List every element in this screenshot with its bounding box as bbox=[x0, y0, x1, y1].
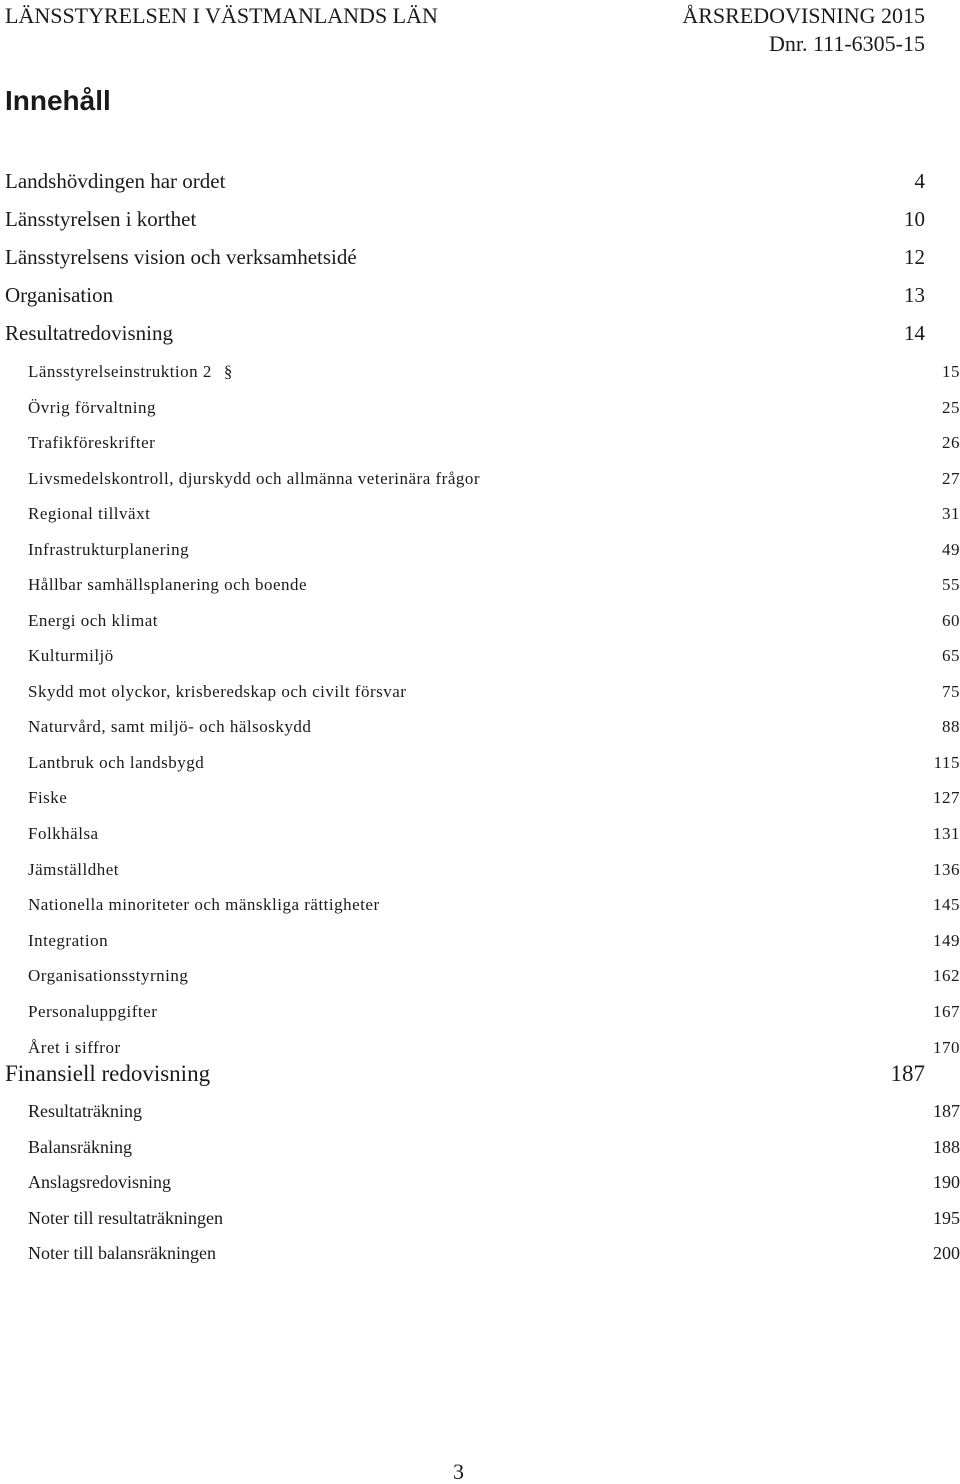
toc-subentry-label: Övrig förvaltning bbox=[28, 398, 156, 417]
toc-subentry[interactable] bbox=[0, 469, 960, 489]
header-organization: LÄNSSTYRELSEN I VÄSTMANLANDS LÄN bbox=[5, 3, 438, 28]
toc-subentry[interactable] bbox=[0, 788, 960, 808]
toc-subentry[interactable] bbox=[0, 504, 960, 524]
toc-subentry-label: Jämställdhet bbox=[28, 860, 119, 879]
toc-subentry[interactable] bbox=[0, 966, 960, 986]
toc-subentry-label: Lantbruk och landsbygd bbox=[28, 753, 205, 772]
toc-entry[interactable] bbox=[0, 283, 960, 307]
toc-subentry-label: Livsmedelskontroll, djurskydd och allmänna veterinära frågor bbox=[28, 469, 481, 488]
toc-subentry-page: 15 bbox=[942, 362, 960, 381]
toc-entry-label: Resultatredovisning bbox=[5, 321, 173, 345]
toc-subentry-page: 190 bbox=[933, 1172, 960, 1192]
toc-entry-page: 10 bbox=[904, 207, 925, 231]
toc-subentry-label: Balansräkning bbox=[28, 1137, 132, 1157]
toc-subentry-page: 127 bbox=[933, 788, 960, 807]
toc-subentry-label: Noter till balansräkningen bbox=[28, 1243, 216, 1263]
toc-entry[interactable] bbox=[0, 207, 960, 231]
section-sign: § bbox=[223, 362, 233, 381]
toc-subentry-label: Folkhälsa bbox=[28, 824, 99, 843]
toc-subentry-page: 55 bbox=[942, 575, 960, 594]
toc-subentry-page: 149 bbox=[933, 931, 960, 950]
toc-subentry-label: Organisationsstyrning bbox=[28, 966, 189, 985]
toc-subentry-label: Hållbar samhällsplanering och boende bbox=[28, 575, 308, 594]
toc-subentry-page: 188 bbox=[933, 1137, 960, 1157]
toc-subentry-page: 167 bbox=[933, 1002, 960, 1021]
toc-subentry-label: Nationella minoriteter och mänskliga rättigheter bbox=[28, 895, 380, 914]
toc-subentry[interactable] bbox=[0, 1137, 960, 1157]
toc-subentry-page: 200 bbox=[933, 1243, 960, 1263]
toc-entry-page: 14 bbox=[904, 321, 925, 345]
toc-subentry[interactable] bbox=[0, 682, 960, 702]
toc-subentry-page: 162 bbox=[933, 966, 960, 985]
toc-entry-label: Finansiell redovisning bbox=[5, 1061, 211, 1086]
toc-subentry[interactable] bbox=[0, 1002, 960, 1022]
toc-entry-label: Länsstyrelsen i korthet bbox=[5, 207, 197, 231]
toc-subentry[interactable] bbox=[0, 931, 960, 951]
toc-entry-financial[interactable] bbox=[0, 1061, 960, 1087]
toc-subentry[interactable] bbox=[0, 398, 960, 418]
toc-subentry[interactable] bbox=[0, 1243, 960, 1263]
toc-subentry[interactable] bbox=[0, 895, 960, 915]
toc-subentry-page: 26 bbox=[942, 433, 960, 452]
toc-entry[interactable] bbox=[0, 169, 960, 193]
toc-subentry[interactable] bbox=[0, 753, 960, 773]
toc-subentry-page: 131 bbox=[933, 824, 960, 843]
toc-subentry-label: Energi och klimat bbox=[28, 611, 158, 630]
toc-subentry-label: Resultaträkning bbox=[28, 1101, 142, 1121]
toc-subentry-page: 195 bbox=[933, 1208, 960, 1228]
toc-subentry-label bbox=[28, 362, 233, 382]
toc-entry[interactable] bbox=[0, 245, 960, 269]
toc-subentry-page: 49 bbox=[942, 540, 960, 559]
toc-subentry-page: 25 bbox=[942, 398, 960, 417]
toc-subentry-label: Trafikföreskrifter bbox=[28, 433, 156, 452]
toc-subentry[interactable] bbox=[0, 1172, 960, 1192]
toc-entry-label: Landshövdingen har ordet bbox=[5, 169, 226, 193]
toc-subentry-page: 60 bbox=[942, 611, 960, 630]
toc-subentry-label: Infrastrukturplanering bbox=[28, 540, 190, 559]
toc-entry[interactable] bbox=[0, 321, 960, 345]
toc-subentry[interactable] bbox=[0, 717, 960, 737]
toc-subentry-label: Regional tillväxt bbox=[28, 504, 151, 523]
toc-subentry[interactable] bbox=[0, 824, 960, 844]
toc-subentry-page: 88 bbox=[942, 717, 960, 736]
toc-subentry-label: Personaluppgifter bbox=[28, 1002, 158, 1021]
toc-subentry-label: Anslagsredovisning bbox=[28, 1172, 171, 1192]
toc-entry-page: 4 bbox=[914, 169, 925, 193]
toc-subentry-label-text: Länsstyrelseinstruktion 2 bbox=[28, 362, 212, 381]
toc-subentry[interactable] bbox=[0, 1038, 960, 1058]
toc-subentry-page: 187 bbox=[933, 1101, 960, 1121]
toc-subentry-label: Naturvård, samt miljö- och hälsoskydd bbox=[28, 717, 312, 736]
toc-subentry[interactable] bbox=[0, 646, 960, 666]
toc-subentry[interactable] bbox=[0, 611, 960, 631]
toc-subentry-page: 170 bbox=[933, 1038, 960, 1057]
toc-subentry-page: 75 bbox=[942, 682, 960, 701]
toc-subentry-label: Kulturmiljö bbox=[28, 646, 114, 665]
toc-subentry[interactable] bbox=[0, 575, 960, 595]
toc-subentry[interactable] bbox=[0, 433, 960, 453]
toc-entry-page: 13 bbox=[904, 283, 925, 307]
toc-subentry-label: Året i siffror bbox=[28, 1038, 121, 1057]
toc-subentry[interactable] bbox=[0, 540, 960, 560]
toc-subentry[interactable] bbox=[0, 362, 960, 382]
toc-subentry-page: 31 bbox=[942, 504, 960, 523]
toc-subentry-page: 115 bbox=[933, 753, 960, 772]
toc-subentry[interactable] bbox=[0, 860, 960, 880]
toc-subentry-page: 136 bbox=[933, 860, 960, 879]
toc-entry-page: 187 bbox=[890, 1061, 925, 1086]
toc-subentry-label: Noter till resultaträkningen bbox=[28, 1208, 223, 1228]
toc-subentry-page: 145 bbox=[933, 895, 960, 914]
toc-subentry[interactable] bbox=[0, 1101, 960, 1121]
header-dnr: Dnr. 111-6305-15 bbox=[768, 31, 925, 56]
toc-subentry-label: Fiske bbox=[28, 788, 68, 807]
toc-subentry-page: 27 bbox=[942, 469, 960, 488]
toc-entry-label: Organisation bbox=[5, 283, 114, 307]
toc-entry-label: Länsstyrelsens vision och verksamhetsidé bbox=[5, 245, 357, 269]
page-number: 3 bbox=[453, 1459, 464, 1484]
toc-subentry-page: 65 bbox=[942, 646, 960, 665]
toc-subentry-label: Integration bbox=[28, 931, 109, 950]
toc-subentry-label: Skydd mot olyckor, krisberedskap och civilt försvar bbox=[28, 682, 407, 701]
toc-entry-page: 12 bbox=[904, 245, 925, 269]
header-report-title: ÅRSREDOVISNING 2015 bbox=[682, 3, 925, 28]
toc-subentry[interactable] bbox=[0, 1208, 960, 1228]
toc-title: Innehåll bbox=[5, 85, 111, 116]
